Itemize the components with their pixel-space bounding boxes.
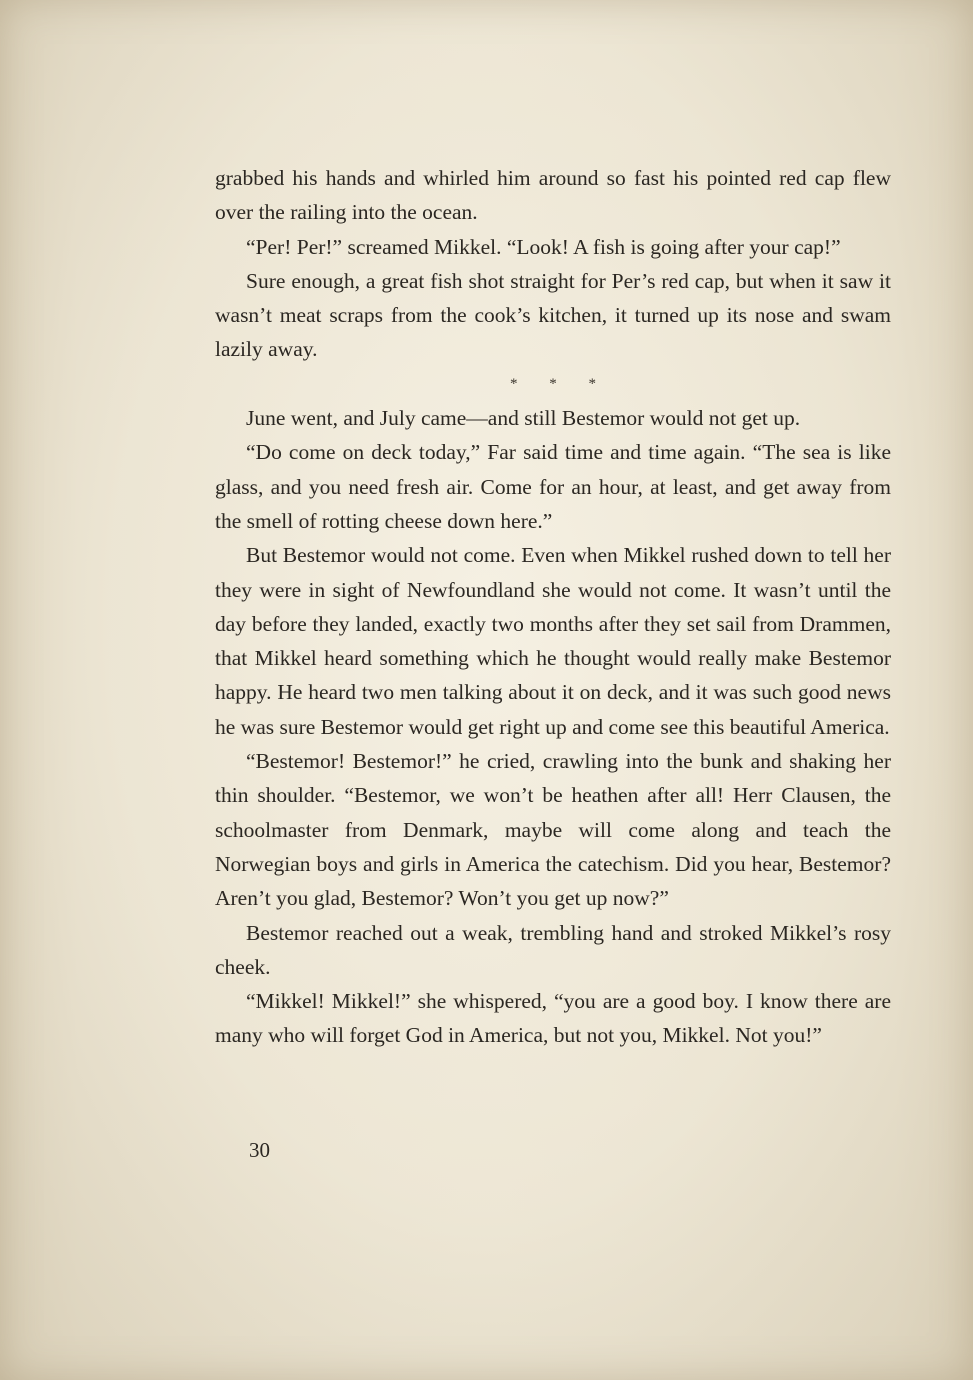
- asterisk: *: [549, 375, 557, 392]
- asterisk: *: [510, 375, 518, 392]
- paragraph: “Per! Per!” screamed Mikkel. “Look! A fish is going after your cap!”: [246, 234, 841, 259]
- paragraph: “Mikkel! Mikkel!” she whispered, “you are a good boy. I know there are many who will forget God in America, but not you, Mikkel. Not you!”: [215, 989, 891, 1048]
- paragraph: But Bestemor would not come. Even when Mikkel rushed down to tell her they were in sight of Newfoundland she would not come. It wasn’t until the day before they landed, exactly two months after they set sail from Drammen, that Mikkel heard something which he thought would really make Bestemor happy. He heard two men talking about it on deck, and it was such good news he was sure Bestemor would get right up and come see this beautiful America.: [215, 543, 891, 739]
- asterisk: *: [588, 375, 596, 392]
- section-break: [215, 367, 891, 401]
- body-text: [215, 161, 891, 1053]
- paragraph: grabbed his hands and whirled him around so fast his pointed red cap flew over the railing into the ocean.: [215, 166, 891, 225]
- paragraph: “Bestemor! Bestemor!” he cried, crawling into the bunk and shaking her thin shoulder. “Bestemor, we won’t be heathen after all! Herr Clausen, the schoolmaster from Denmark, maybe will come along and teach the Norwegian boys and girls in America the catechism. Did you hear, Bestemor? Aren’t you glad, Bestemor? Won’t you get up now?”: [215, 749, 891, 911]
- paragraph: Sure enough, a great fish shot straight for Per’s red cap, but when it saw it wasn’t meat scraps from the cook’s kitchen, it turned up its nose and swam lazily away.: [215, 268, 891, 362]
- paragraph: June went, and July came—and still Bestemor would not get up.: [246, 406, 801, 431]
- paragraph: Bestemor reached out a weak, trembling hand and stroked Mikkel’s rosy cheek.: [215, 920, 891, 979]
- page-number: 30: [249, 1138, 270, 1162]
- paragraph: “Do come on deck today,” Far said time and time again. “The sea is like glass, and you need fresh air. Come for an hour, at least, and get away from the smell of rotting cheese down here.”: [215, 440, 891, 533]
